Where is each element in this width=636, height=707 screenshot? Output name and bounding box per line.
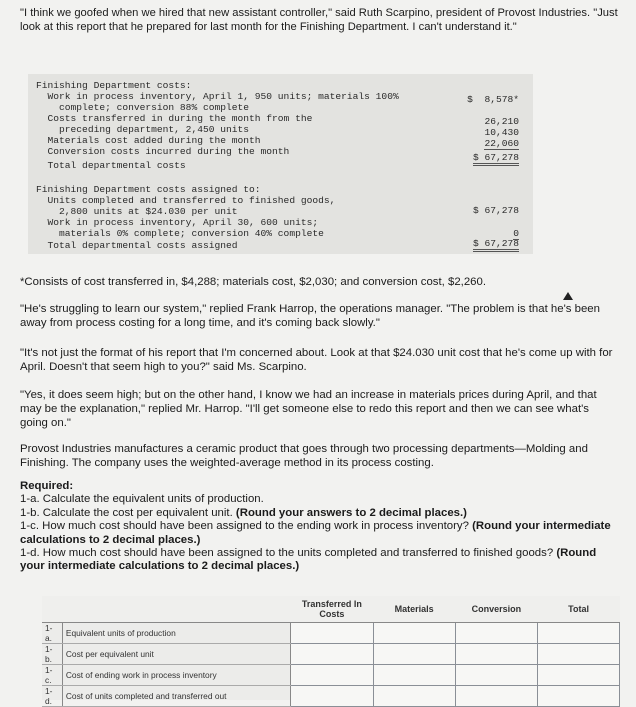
report-amount-total: $ 67,278	[473, 238, 519, 252]
report-amount: 22,060	[484, 138, 519, 149]
report-line: Finishing Department costs:	[36, 80, 192, 91]
report-line: Materials cost added during the month	[36, 135, 261, 146]
required-item	[20, 493, 620, 506]
report-line: Total departmental costs assigned	[36, 240, 238, 251]
report-amount: $ 8,578*	[467, 94, 519, 105]
materials-input[interactable]	[373, 644, 455, 665]
conversion-input[interactable]	[455, 665, 537, 686]
row-label: Cost of units completed and transferred out	[62, 686, 290, 707]
required-text: 1-b. Calculate the cost per equivalent unit.	[20, 506, 236, 519]
required-bold-note: (Round your intermediate calculations to 2 decimal places.)	[20, 547, 597, 573]
required-heading: Required:	[20, 480, 74, 492]
report-line: Costs transferred in during the month from the	[36, 113, 313, 124]
format-paragraph: "It's not just the format of his report that I'm concerned about. Look at that $24.030 unit cost that he's come up with for April. Doesn't that seem high to you?" said Ms. Scarpino.	[20, 347, 613, 373]
required-item	[20, 507, 620, 520]
report-line: Finishing Department costs assigned to:	[36, 184, 261, 195]
transferred-in-input[interactable]	[291, 644, 373, 665]
report-amount-total: $ 67,278	[473, 152, 519, 166]
row-number: 1-b.	[42, 644, 62, 665]
total-input[interactable]	[538, 665, 620, 686]
materials-input[interactable]	[373, 686, 455, 707]
required-section	[20, 480, 620, 574]
conversion-input[interactable]	[455, 623, 537, 644]
required-item	[20, 520, 620, 547]
report-amount: $ 67,278	[472, 205, 519, 216]
row-number: 1-c.	[42, 665, 62, 686]
transferred-in-input[interactable]	[291, 623, 373, 644]
required-bold-note: (Round your answers to 2 decimal places.)	[235, 506, 467, 519]
row-number: 1-a.	[42, 623, 62, 644]
required-item	[20, 547, 620, 574]
row-label: Cost of ending work in process inventory	[62, 665, 290, 686]
header-blank	[62, 596, 290, 623]
report-amount: 10,430	[484, 127, 519, 138]
company-paragraph: Provost Industries manufactures a ceramic product that goes through two processing departments—Molding and Finishing. The company uses the weighted-average method in its process costing.	[20, 443, 588, 469]
transferred-in-input[interactable]	[291, 686, 373, 707]
total-input[interactable]	[538, 623, 620, 644]
total-input[interactable]	[538, 644, 620, 665]
intro-paragraph: "I think we goofed when we hired that new assistant controller," said Ruth Scarpino, president of Provost Industries. "Just look at this report that he prepared for last month for the Finishing Department. I can't understand it."	[20, 7, 618, 33]
table-row	[42, 623, 620, 644]
answer-table-container	[42, 596, 620, 706]
answer-table-header-row	[42, 596, 620, 623]
report-line: Conversion costs incurred during the month	[36, 146, 290, 157]
transferred-in-input[interactable]	[291, 665, 373, 686]
header-blank	[42, 596, 62, 623]
header-conversion: Conversion	[455, 596, 537, 623]
table-row	[42, 665, 620, 686]
footnote: *Consists of cost transferred in, $4,288; materials cost, $2,030; and conversion cost, $2,260.	[20, 276, 487, 288]
report-line: Total departmental costs	[36, 160, 186, 171]
table-row	[42, 686, 620, 707]
materials-input[interactable]	[373, 623, 455, 644]
required-text: 1-a. Calculate the equivalent units of production.	[20, 493, 264, 506]
finishing-report	[28, 74, 533, 254]
answer-table	[42, 596, 620, 707]
required-text: 1-c. How much cost should have been assigned to the ending work in process inventory?	[20, 520, 473, 533]
header-transferred-in: Transferred In Costs	[291, 596, 373, 623]
total-input[interactable]	[538, 686, 620, 707]
report-amount: 26,210	[484, 116, 519, 127]
report-line: Work in process inventory, April 1, 950 units; materials 100%	[36, 91, 399, 102]
report-line: preceding department, 2,450 units	[36, 124, 250, 135]
price-increase-paragraph: "Yes, it does seem high; but on the other hand, I know we had an increase in materials prices during April, and that may be the explanation," replied Mr. Harrop. "I'll get someone else to redo this report and then we can see what's going on."	[20, 389, 597, 429]
row-label: Equivalent units of production	[62, 623, 290, 644]
required-bold-note: (Round your intermediate calculations to 2 decimal places.)	[20, 520, 611, 546]
mouse-cursor-icon	[563, 292, 573, 300]
row-number: 1-d.	[42, 686, 62, 707]
harrop-paragraph: "He's struggling to learn our system," replied Frank Harrop, the operations manager. "The problem is that he's been away from process costing for a long time, and it's coming back slowly."	[20, 303, 600, 329]
report-line: Units completed and transferred to finished goods,	[36, 195, 336, 206]
report-line: Work in process inventory, April 30, 600 units;	[36, 217, 319, 228]
report-line: materials 0% complete; conversion 40% complete	[36, 228, 324, 239]
header-materials: Materials	[373, 596, 455, 623]
required-text: 1-d. How much cost should have been assigned to the units completed and transferred to finished goods?	[20, 547, 557, 560]
report-amount: 0	[513, 228, 519, 239]
header-total: Total	[538, 596, 620, 623]
row-label: Cost per equivalent unit	[62, 644, 290, 665]
report-line: 2,800 units at $24.030 per unit	[36, 206, 238, 217]
materials-input[interactable]	[373, 665, 455, 686]
conversion-input[interactable]	[455, 686, 537, 707]
table-row	[42, 644, 620, 665]
conversion-input[interactable]	[455, 644, 537, 665]
report-line: complete; conversion 88% complete	[36, 102, 250, 113]
